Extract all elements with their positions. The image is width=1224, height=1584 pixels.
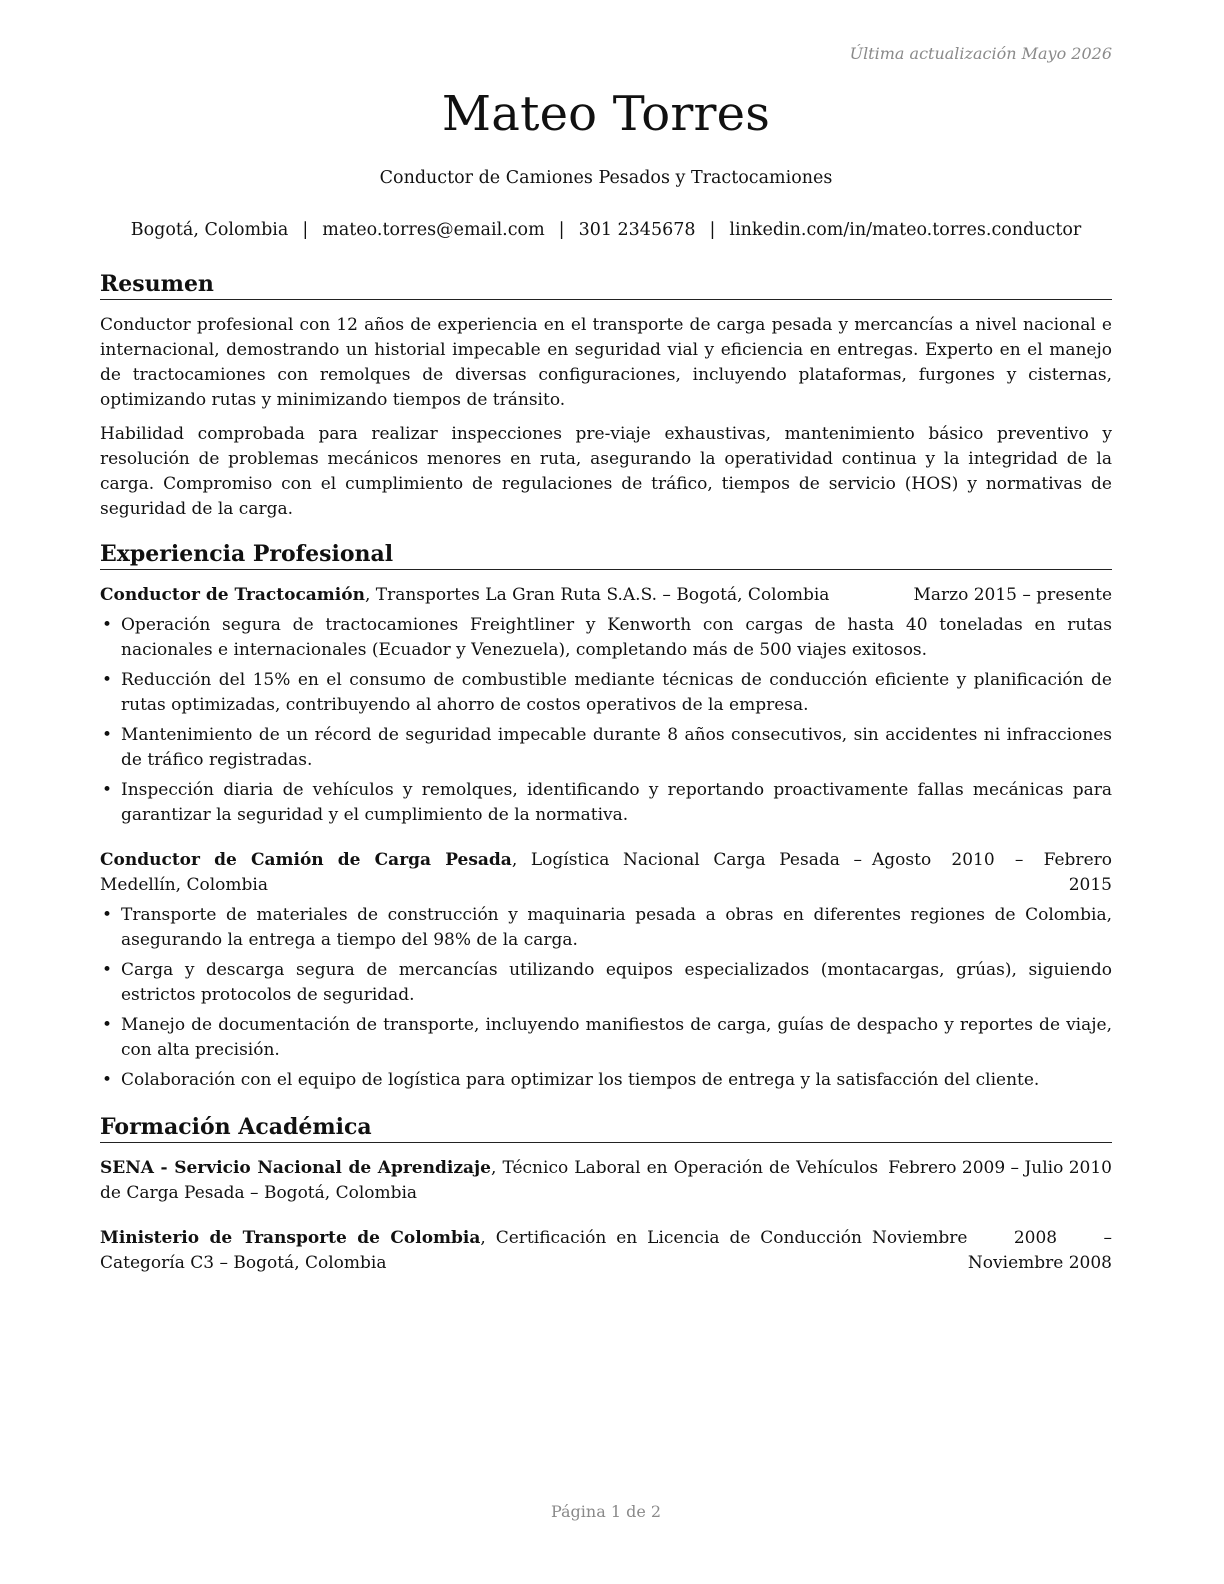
bullet-text: Transporte de materiales de construcción y maquinaria pesada a obras en diferentes regiones de Colombia, asegurando la entrega a tiempo del 98% de la carga.	[121, 905, 1112, 950]
summary-section	[100, 270, 1112, 522]
list-item	[100, 903, 1112, 953]
education-dates: Noviembre 2008 – Noviembre 2008	[872, 1228, 1112, 1273]
education-details: , Certificación en Licencia de Conducción Categoría C3 – Bogotá, Colombia	[100, 1228, 862, 1273]
education-header	[100, 1226, 1112, 1276]
contact-email[interactable]: mateo.torres@email.com	[322, 220, 545, 240]
bullet-icon: •	[102, 960, 113, 980]
section-heading: Resumen	[100, 270, 1112, 300]
bullet-text: Carga y descarga segura de mercancías utilizando equipos especializados (montacargas, grúas), siguiendo estrictos protocolos de seguridad.	[121, 960, 1112, 1005]
list-item	[100, 723, 1112, 773]
job-header	[100, 583, 1112, 608]
bullet-text: Reducción del 15% en el consumo de combustible mediante técnicas de conducción eficiente y planificación de rutas optimizadas, contribuyendo al ahorro de costos operativos de la empresa.	[121, 670, 1112, 715]
job-info	[100, 583, 913, 608]
job-details: , Transportes La Gran Ruta S.A.S. – Bogotá, Colombia	[364, 585, 830, 605]
contact-phone: 301 2345678	[578, 220, 696, 240]
job-dates: Agosto 2010 – Febrero 2015	[872, 850, 1112, 895]
contact-linkedin[interactable]: linkedin.com/in/mateo.torres.conductor	[729, 220, 1082, 240]
summary-paragraph: Habilidad comprobada para realizar inspecciones pre-viaje exhaustivas, mantenimiento básico preventivo y resolución de problemas mecánicos menores en ruta, asegurando la operatividad continua y la integridad de la carga. Compromiso con el cumplimiento de regulaciones de tráfico, tiempos de servicio (HOS) y normativas de seguridad de la carga.	[100, 424, 1112, 519]
section-heading: Experiencia Profesional	[100, 540, 1112, 570]
contact-separator: |	[558, 220, 565, 240]
contact-location: Bogotá, Colombia	[130, 220, 289, 240]
list-item	[100, 958, 1112, 1008]
list-item	[100, 1013, 1112, 1063]
education-institution: Ministerio de Transporte de Colombia	[100, 1228, 481, 1248]
education-entry	[100, 1226, 1112, 1276]
list-item	[100, 668, 1112, 718]
page-number: Página 1 de 2	[550, 1502, 662, 1521]
list-item	[100, 778, 1112, 828]
section-heading: Formación Académica	[100, 1113, 1112, 1143]
bullet-icon: •	[102, 615, 113, 635]
job-bullets	[100, 903, 1112, 1093]
bullet-icon: •	[102, 905, 113, 925]
bullet-icon: •	[102, 670, 113, 690]
education-institution: SENA - Servicio Nacional de Aprendizaje	[100, 1158, 491, 1178]
job-info	[100, 848, 872, 898]
job-header	[100, 848, 1112, 898]
job-entry	[100, 583, 1112, 828]
experience-section	[100, 540, 1112, 1093]
bullet-text: Operación segura de tractocamiones Freightliner y Kenworth con cargas de hasta 40 toneladas en rutas nacionales e internacionales (Ecuador y Venezuela), completando más de 500 viajes exitosos.	[121, 615, 1112, 660]
education-header	[100, 1156, 1112, 1206]
list-item	[100, 613, 1112, 663]
bullet-text: Mantenimiento de un récord de seguridad impecable durante 8 años consecutivos, sin accidentes ni infracciones de tráfico registradas.	[121, 725, 1112, 770]
resume-body	[100, 270, 1112, 1296]
resume-page	[100, 0, 1112, 1584]
education-details: , Técnico Laboral en Operación de Vehículos de Carga Pesada – Bogotá, Colombia	[100, 1158, 879, 1203]
bullet-icon: •	[102, 725, 113, 745]
bullet-text: Manejo de documentación de transporte, incluyendo manifiestos de carga, guías de despacho y reportes de viaje, con alta precisión.	[121, 1015, 1112, 1060]
summary-paragraph: Conductor profesional con 12 años de experiencia en el transporte de carga pesada y mercancías a nivel nacional e internacional, demostrando un historial impecable en seguridad vial y eficiencia en entregas. Experto en el manejo de tractocamiones con remolques de diversas configuraciones, incluyendo plataformas, furgones y cisternas, optimizando rutas y minimizando tiempos de tránsito.	[100, 315, 1112, 410]
bullet-text: Colaboración con el equipo de logística para optimizar los tiempos de entrega y la satisfacción del cliente.	[121, 1070, 1040, 1090]
job-dates: Marzo 2015 – presente	[913, 585, 1112, 605]
bullet-text: Inspección diaria de vehículos y remolques, identificando y reportando proactivamente fallas mecánicas para garantizar la seguridad y el cumplimiento de la normativa.	[121, 780, 1112, 825]
job-details: , Logística Nacional Carga Pesada – Medellín, Colombia	[100, 850, 862, 895]
education-info	[100, 1156, 888, 1206]
job-entry	[100, 848, 1112, 1093]
last-updated: Última actualización Mayo 2026	[849, 44, 1112, 63]
job-role: Conductor de Tractocamión	[100, 585, 365, 605]
education-entry	[100, 1156, 1112, 1206]
bullet-icon: •	[102, 1015, 113, 1035]
contact-separator: |	[302, 220, 309, 240]
candidate-title: Conductor de Camiones Pesados y Tractocamiones	[379, 168, 833, 188]
bullet-icon: •	[102, 1070, 113, 1090]
job-role: Conductor de Camión de Carga Pesada	[100, 850, 512, 870]
education-info	[100, 1226, 872, 1276]
list-item	[100, 1068, 1112, 1093]
job-bullets	[100, 613, 1112, 828]
contact-separator: |	[709, 220, 716, 240]
candidate-name: Mateo Torres	[441, 86, 771, 142]
bullet-icon: •	[102, 780, 113, 800]
education-dates: Febrero 2009 – Julio 2010	[888, 1158, 1112, 1178]
education-section	[100, 1113, 1112, 1276]
contact-line	[100, 220, 1112, 240]
